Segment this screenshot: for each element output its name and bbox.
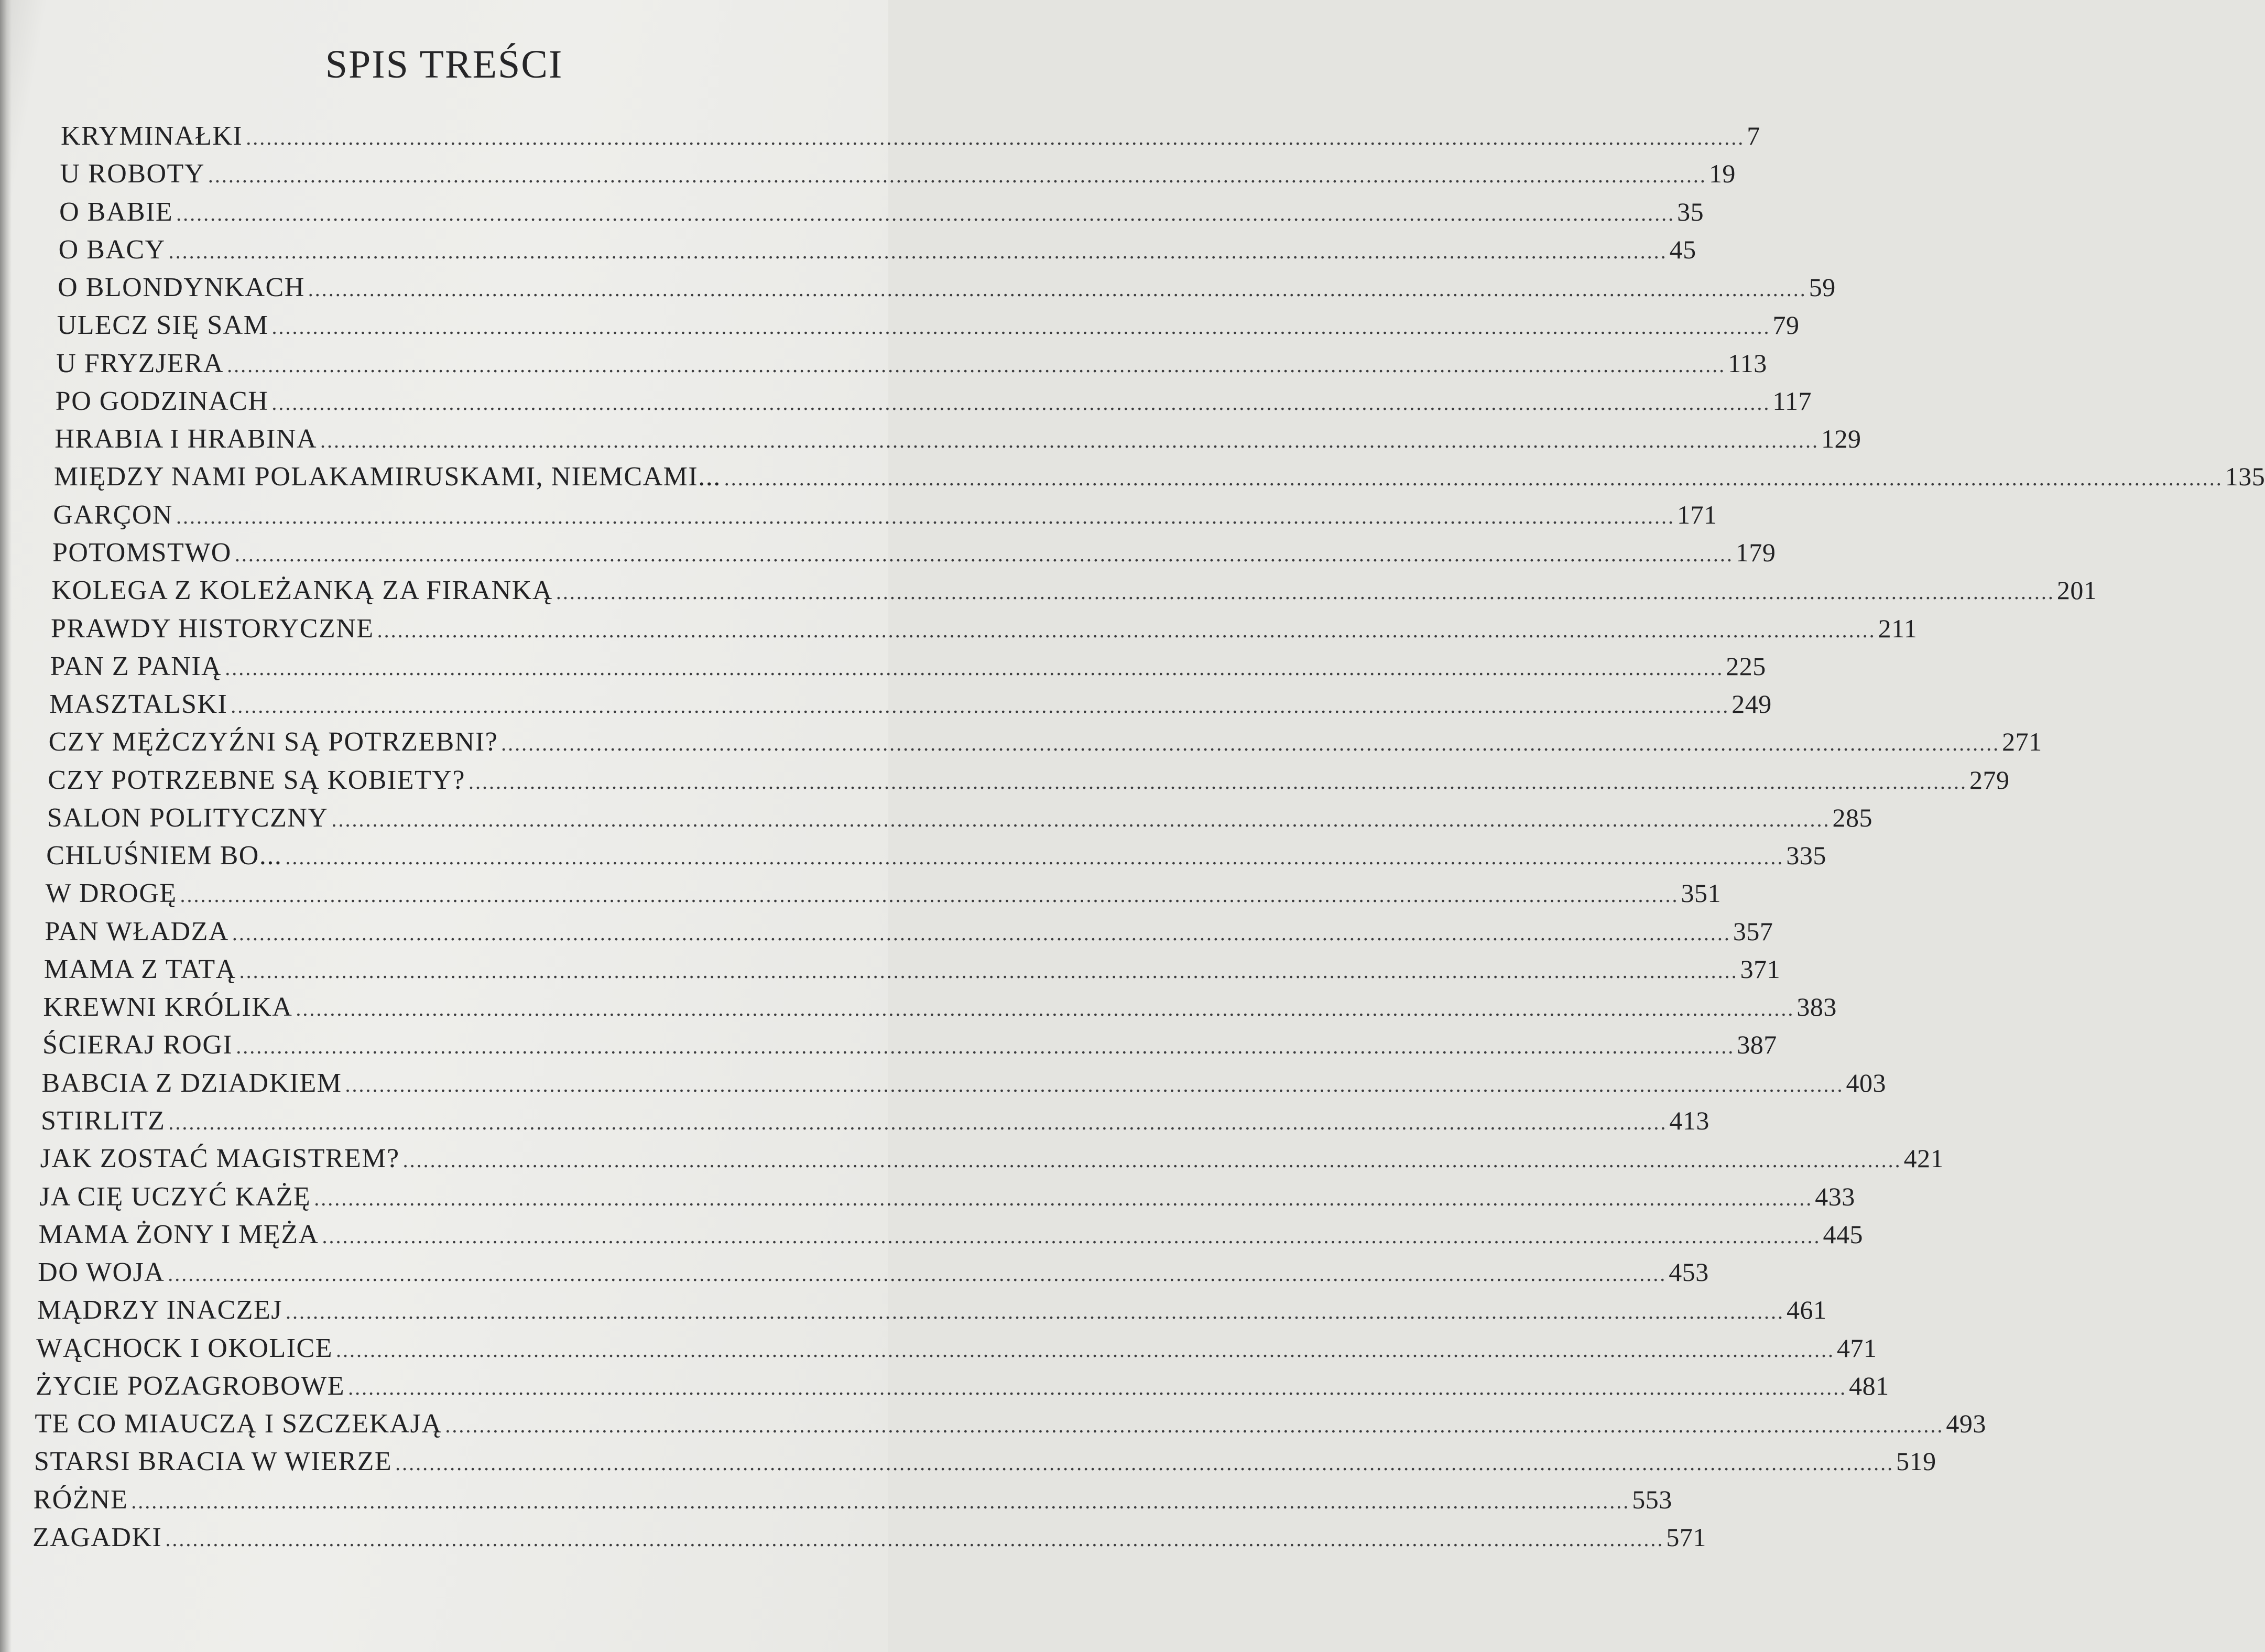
dot-leader: ............................................................................................................................................................................................................................: [227, 353, 1726, 377]
toc-entry: [58, 270, 1836, 305]
toc-entry-page-number: 117: [1772, 386, 1812, 416]
toc-entry: [61, 118, 1760, 153]
toc-entry-page-number: 519: [1896, 1447, 1936, 1476]
dot-leader: ............................................................................................................................................................................................................................: [271, 315, 1771, 339]
toc-entry-page-number: 481: [1849, 1371, 1889, 1400]
dot-leader: ............................................................................................................................................................................................................................: [232, 921, 1731, 945]
toc-entry-title: MIĘDZY NAMI POLAKAMIRUSKAMI, NIEMCAMI...: [53, 462, 721, 492]
dot-leader: ............................................................................................................................................................................................................................: [286, 1300, 1785, 1324]
toc-entry: [43, 952, 1781, 986]
toc-entry: [42, 1027, 1777, 1062]
toc-entry-title: SALON POLITYCZNY: [47, 802, 329, 833]
toc-entry: [40, 1141, 1944, 1176]
toc-entry-title: WĄCHOCK I OKOLICE: [36, 1333, 333, 1363]
dot-leader: ............................................................................................................................................................................................................................: [176, 504, 1675, 528]
toc-entry: [51, 573, 2097, 607]
dot-leader: ............................................................................................................................................................................................................................: [176, 201, 1675, 225]
toc-entry: [52, 535, 1776, 570]
toc-entry-title: MAMA ŻONY I MĘŻA: [38, 1219, 319, 1249]
dot-leader: ............................................................................................................................................................................................................................: [285, 845, 1784, 870]
toc-entry-page-number: 421: [1903, 1144, 1944, 1173]
toc-entry-page-number: 35: [1677, 197, 1704, 226]
dot-leader: ............................................................................................................................................................................................................................: [335, 1338, 1835, 1362]
dot-leader: ............................................................................................................................................................................................................................: [501, 732, 2000, 756]
toc-entry-page-number: 249: [1732, 689, 1772, 719]
dot-leader: ............................................................................................................................................................................................................................: [225, 656, 1724, 680]
toc-entry-title: HRABIA I HRABINA: [55, 424, 317, 454]
toc-entry: [37, 1292, 1827, 1327]
dot-leader: ............................................................................................................................................................................................................................: [234, 542, 1734, 566]
dot-leader: ............................................................................................................................................................................................................................: [395, 1451, 1894, 1475]
toc-entry-page-number: 113: [1728, 348, 1767, 378]
toc-entry-page-number: 383: [1796, 992, 1837, 1022]
toc-entry-page-number: 225: [1726, 651, 1766, 681]
toc-entry: [47, 800, 1872, 835]
toc-entry-page-number: 571: [1666, 1523, 1706, 1552]
toc-entry-page-number: 271: [2002, 727, 2042, 757]
dot-leader: ............................................................................................................................................................................................................................: [322, 1224, 1821, 1248]
toc-entry: [36, 1331, 1877, 1365]
toc-entry: [33, 1482, 1672, 1517]
toc-entry-title: KOLEGA Z KOLEŻANKĄ ZA FIRANKĄ: [51, 575, 553, 606]
toc-entry-title: STIRLITZ: [41, 1106, 166, 1136]
toc-entry-title: GARÇON: [53, 499, 173, 530]
toc-entry: [35, 1368, 1889, 1403]
toc-entry: [45, 914, 1773, 949]
toc-entry: [57, 308, 1800, 342]
dot-leader: ............................................................................................................................................................................................................................: [271, 390, 1771, 415]
dot-leader: ............................................................................................................................................................................................................................: [314, 1186, 1813, 1210]
dot-leader: ............................................................................................................................................................................................................................: [246, 126, 1745, 149]
toc-entry-page-number: 129: [1821, 424, 1861, 454]
toc-entry-page-number: 471: [1836, 1333, 1877, 1363]
toc-entry-page-number: 7: [1747, 121, 1760, 150]
toc-entry-page-number: 387: [1737, 1030, 1777, 1060]
toc-entry: [55, 384, 1812, 418]
dot-leader: ............................................................................................................................................................................................................................: [556, 580, 2055, 604]
dot-leader: ............................................................................................................................................................................................................................: [724, 466, 2223, 491]
toc-entry-title: PAN WŁADZA: [45, 916, 229, 947]
toc-entry-page-number: 285: [1832, 802, 1872, 832]
toc-entry-title: U FRYZJERA: [56, 348, 224, 378]
toc-entry: [50, 649, 1766, 683]
dot-leader: ............................................................................................................................................................................................................................: [168, 1111, 1668, 1135]
toc-entry-page-number: 453: [1669, 1257, 1709, 1287]
dot-leader: ............................................................................................................................................................................................................................: [236, 1035, 1735, 1059]
toc-entry: [53, 459, 2265, 494]
toc-entry-title: ZAGADKI: [32, 1523, 162, 1552]
toc-entry: [58, 232, 1696, 267]
toc-entry-title: KRYMINAŁKI: [61, 121, 243, 151]
toc-entry-title: MASZTALSKI: [49, 689, 228, 720]
toc-entry: [48, 724, 2042, 759]
toc-entry-title: TE CO MIAUCZĄ I SZCZEKAJĄ: [35, 1409, 442, 1439]
toc-entry: [51, 611, 1918, 646]
toc-entry: [45, 876, 1722, 910]
toc-entry: [34, 1444, 1936, 1479]
toc-entry-title: ULECZ SIĘ SAM: [57, 310, 269, 341]
toc-entry-title: DO WOJA: [38, 1257, 165, 1288]
dot-leader: ............................................................................................................................................................................................................................: [308, 277, 1807, 301]
toc-entry-title: JA CIĘ UCZYĆ KAŻĘ: [39, 1181, 311, 1212]
toc-entry: [39, 1179, 1855, 1214]
toc-entry: [49, 687, 1772, 721]
toc-entry-page-number: 371: [1740, 954, 1781, 984]
dot-leader: ............................................................................................................................................................................................................................: [445, 1414, 1944, 1438]
toc-entry-title: JAK ZOSTAĆ MAGISTREM?: [40, 1144, 400, 1174]
toc-entry-title: PRAWDY HISTORYCZNE: [51, 613, 374, 644]
toc-entry-page-number: 493: [1946, 1409, 1986, 1439]
toc-entry-title: W DROGĘ: [45, 878, 177, 909]
toc-entry-page-number: 413: [1669, 1106, 1709, 1136]
toc-entry-page-number: 279: [1969, 765, 2010, 795]
toc-entry: [46, 838, 1826, 873]
page-title: SPIS TREŚCI: [325, 42, 563, 86]
dot-leader: ............................................................................................................................................................................................................................: [208, 164, 1707, 188]
toc-entry: [56, 346, 1767, 381]
toc-entry-page-number: 59: [1809, 273, 1836, 302]
toc-entry: [38, 1217, 1864, 1252]
toc-entry-page-number: 135: [2225, 462, 2265, 492]
toc-entry-title: O BACY: [58, 234, 166, 265]
toc-entry-page-number: 553: [1632, 1484, 1672, 1514]
toc-entry-page-number: 461: [1787, 1295, 1827, 1325]
toc-entry: [43, 990, 1837, 1024]
toc-entry-page-number: 433: [1815, 1181, 1855, 1211]
toc-entry: [59, 194, 1704, 229]
dot-leader: ............................................................................................................................................................................................................................: [168, 1262, 1667, 1286]
toc-entry-title: PO GODZINACH: [55, 386, 269, 416]
dot-leader: ............................................................................................................................................................................................................................: [131, 1489, 1630, 1513]
toc-entry-title: STARSI BRACIA W WIERZE: [34, 1447, 393, 1477]
toc-entry-title: POTOMSTWO: [52, 537, 232, 568]
toc-entry-page-number: 179: [1735, 537, 1776, 567]
toc-entry: [60, 156, 1736, 191]
toc-entry: [53, 497, 1717, 532]
toc-entry-title: CZY POTRZEBNE SĄ KOBIETY?: [48, 765, 465, 795]
dot-leader: ............................................................................................................................................................................................................................: [320, 429, 1819, 453]
toc-entry-page-number: 201: [2056, 575, 2097, 605]
toc-entry: [35, 1406, 1986, 1441]
toc-entry-title: O BABIE: [59, 197, 173, 227]
toc-entry-page-number: 211: [1878, 613, 1918, 643]
toc-entry-page-number: 79: [1772, 310, 1800, 340]
toc-entry-title: BABCIA Z DZIADKIEM: [41, 1068, 342, 1098]
toc-entry: [41, 1103, 1709, 1138]
dot-leader: ............................................................................................................................................................................................................................: [348, 1375, 1847, 1399]
dot-leader: ............................................................................................................................................................................................................................: [231, 694, 1730, 718]
toc-entry-page-number: 335: [1786, 841, 1826, 871]
dot-leader: ............................................................................................................................................................................................................................: [180, 883, 1679, 907]
dot-leader: ............................................................................................................................................................................................................................: [331, 807, 1831, 831]
dot-leader: ............................................................................................................................................................................................................................: [468, 769, 1967, 794]
toc-entry-title: U ROBOTY: [60, 159, 205, 189]
toc-entry-page-number: 171: [1676, 499, 1717, 529]
toc-entry: [38, 1255, 1709, 1289]
toc-entry-title: KREWNI KRÓLIKA: [43, 992, 293, 1023]
dot-leader: ............................................................................................................................................................................................................................: [402, 1148, 1902, 1172]
dot-leader: ............................................................................................................................................................................................................................: [165, 1527, 1664, 1551]
toc-entry-page-number: 403: [1846, 1068, 1886, 1097]
toc-entry-page-number: 45: [1669, 234, 1696, 264]
toc-entry-title: MĄDRZY INACZEJ: [37, 1295, 283, 1325]
dot-leader: ............................................................................................................................................................................................................................: [239, 959, 1738, 983]
toc-entry-title: MAMA Z TATĄ: [43, 954, 236, 984]
dot-leader: ............................................................................................................................................................................................................................: [345, 1072, 1844, 1096]
toc-entry-title: O BLONDYNKACH: [58, 273, 305, 303]
toc-entry-title: CHLUŚNIEM BO...: [46, 841, 282, 871]
toc-entry-page-number: 445: [1823, 1219, 1864, 1249]
toc-entry-page-number: 351: [1681, 878, 1722, 908]
toc-entry: [32, 1520, 1706, 1555]
toc-entry-title: ŻYCIE POZAGROBOWE: [35, 1371, 345, 1401]
toc-entry-page-number: 19: [1708, 159, 1736, 189]
dot-leader: ............................................................................................................................................................................................................................: [296, 997, 1795, 1021]
toc-entry-title: ŚCIERAJ ROGI: [42, 1030, 233, 1060]
toc-entry: [55, 421, 1861, 456]
toc-entry-title: PAN Z PANIĄ: [50, 651, 222, 681]
toc-entry-title: CZY MĘŻCZYŹNI SĄ POTRZEBNI?: [48, 727, 498, 757]
dot-leader: ............................................................................................................................................................................................................................: [377, 618, 1876, 642]
dot-leader: ............................................................................................................................................................................................................................: [168, 239, 1668, 263]
toc-entry-title: RÓŻNE: [33, 1484, 128, 1515]
toc-entry-page-number: 357: [1733, 916, 1773, 946]
toc-entry: [41, 1066, 1886, 1100]
toc-entry: [48, 763, 2010, 797]
